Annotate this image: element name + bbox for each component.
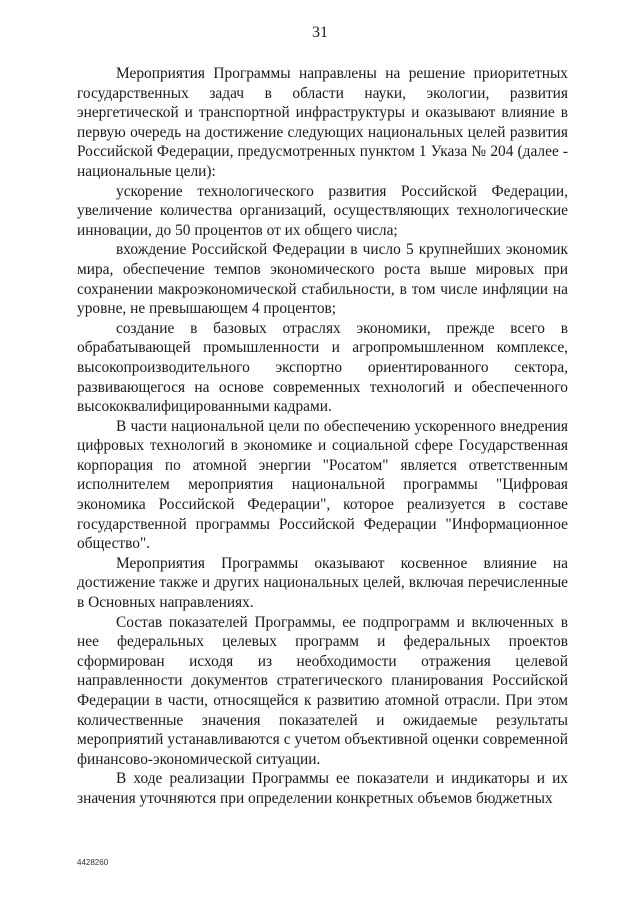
paragraph: создание в базовых отраслях экономики, прежде всего в обрабатывающей промышленности и агропромышленном комплексе, высокопроизводительного экспортно ориентированного сектора, развивающегося на основе современных технологий и обеспеченного высококвалифицированными кадрами.	[77, 319, 568, 416]
page-number: 31	[312, 24, 328, 41]
paragraph: Состав показателей Программы, ее подпрограмм и включенных в нее федеральных целевых программ и федеральных проектов сформирован исходя из необходимости отражения целевой направленности документов стратегического планирования Российской Федерации в части, относящейся к развитию атомной отрасли. При этом количественные значения показателей и ожидаемые результаты мероприятий устанавливаются с учетом объективной оценки современной финансово-экономической ситуации.	[77, 613, 568, 768]
paragraph: Мероприятия Программы оказывают косвенное влияние на достижение также и других национальных целей, включая перечисленные в Основных направлениях.	[77, 554, 568, 612]
paragraph: В ходе реализации Программы ее показатели и индикаторы и их значения уточняются при определении конкретных объемов бюджетных	[77, 770, 568, 807]
paragraph: В части национальной цели по обеспечению ускоренного внедрения цифровых технологий в экономике и социальной сфере Государственная корпорация по атомной энергии "Росатом" является ответственным исполнителем мероприятия национальной программы "Цифровая экономика Российской Федерации", которое реализуется в составе государственной программы Российской Федерации "Информационное общество".	[77, 417, 568, 553]
document-body	[77, 64, 568, 809]
paragraph: вхождение Российской Федерации в число 5 крупнейших экономик мира, обеспечение темпов экономического роста выше мировых при сохранении макроэкономической стабильности, в том числе инфляции на уровне, не превышающем 4 процентов;	[77, 241, 568, 318]
paragraph: Мероприятия Программы направлены на решение приоритетных государственных задач в области науки, экологии, развития энергетической и транспортной инфраструктуры и оказывают влияние в первую очередь на достижение следующих национальных целей развития Российской Федерации, предусмотренных пунктом 1 Указа № 204 (далее - национальные цели):	[77, 65, 568, 180]
paragraph: ускорение технологического развития Российской Федерации, увеличение количества организаций, осуществляющих технологические инновации, до 50 процентов от их общего числа;	[77, 182, 568, 239]
document-code: 4428260	[77, 858, 109, 867]
